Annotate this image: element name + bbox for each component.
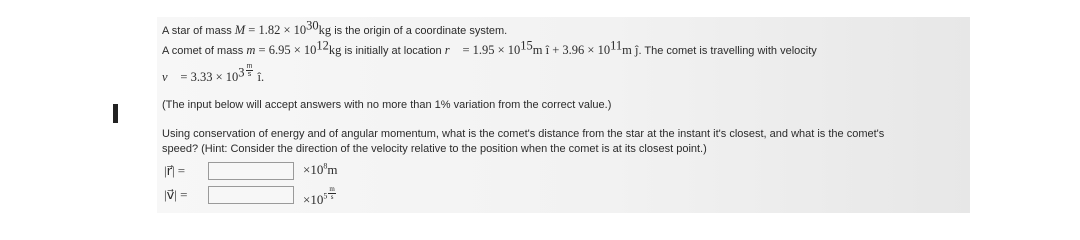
position-y-exponent: 11	[610, 38, 623, 53]
question-text-line1: Using conservation of energy and of angular momentum, what is the comet's distance from the star at the instant it's closest, and what is the comet's	[162, 128, 885, 140]
position-vector-symbol: r⃗	[444, 43, 460, 57]
speed-input[interactable]	[208, 186, 294, 204]
velocity-unit-vector: î.	[254, 70, 265, 84]
velocity-unit-numerator: m	[246, 63, 253, 70]
left-marker	[113, 104, 118, 123]
position-x-unit: m î + 3.96 × 10	[532, 43, 611, 57]
comet-location-text: is initially at location	[341, 45, 445, 57]
speed-unit-base: ×10	[303, 192, 324, 207]
velocity-vector-symbol: v⃗	[162, 70, 178, 84]
problem-line-comet	[162, 38, 817, 58]
answer-row-distance	[164, 161, 338, 181]
comet-velocity-text: . The comet is travelling with velocity	[638, 45, 817, 57]
comet-mass-unit: kg	[328, 43, 342, 57]
speed-label: |v⃗| =	[164, 187, 188, 202]
speed-unit-numerator: m	[329, 185, 335, 193]
velocity-exponent: 3	[238, 65, 245, 80]
speed-unit-fraction	[328, 186, 335, 201]
comet-mass-symbol: m	[246, 43, 256, 57]
distance-label: |r⃗| =	[164, 163, 186, 178]
velocity-value: = 3.33 × 10	[177, 70, 239, 84]
variation-note: (The input below will accept answers with no more than 1% variation from the correct value.)	[162, 99, 612, 111]
distance-input[interactable]	[208, 162, 294, 180]
comet-text: A comet of mass	[162, 45, 247, 57]
distance-unit	[303, 162, 337, 178]
position-y-unit: m ĵ	[622, 43, 639, 57]
problem-line-star	[162, 18, 508, 38]
distance-unit-m: m	[327, 162, 338, 177]
star-mass-symbol: M	[234, 23, 246, 37]
star-text: A star of mass	[162, 25, 235, 37]
star-suffix: is the origin of a coordinate system.	[331, 25, 508, 37]
question-text-line2: speed? (Hint: Consider the direction of the velocity relative to the position when the comet is at its closest point.)	[162, 143, 707, 155]
velocity-unit-denominator: s	[247, 71, 252, 78]
position-x-value: = 1.95 × 10	[459, 43, 521, 57]
answer-row-speed	[164, 185, 335, 207]
speed-unit-exponent: 5	[323, 191, 328, 201]
star-mass-exponent: 30	[306, 18, 319, 33]
distance-unit-exponent: 8	[323, 161, 328, 171]
star-mass-unit: kg	[318, 23, 332, 37]
position-x-exponent: 15	[520, 38, 533, 53]
comet-mass-value: = 6.95 × 10	[255, 43, 317, 57]
speed-unit	[303, 186, 337, 208]
speed-unit-denominator: s	[330, 193, 334, 201]
velocity-unit-fraction	[246, 63, 254, 78]
comet-mass-exponent: 12	[316, 38, 329, 53]
distance-unit-base: ×10	[303, 162, 324, 177]
problem-line-velocity	[162, 63, 264, 85]
star-mass-value: = 1.82 × 10	[245, 23, 307, 37]
